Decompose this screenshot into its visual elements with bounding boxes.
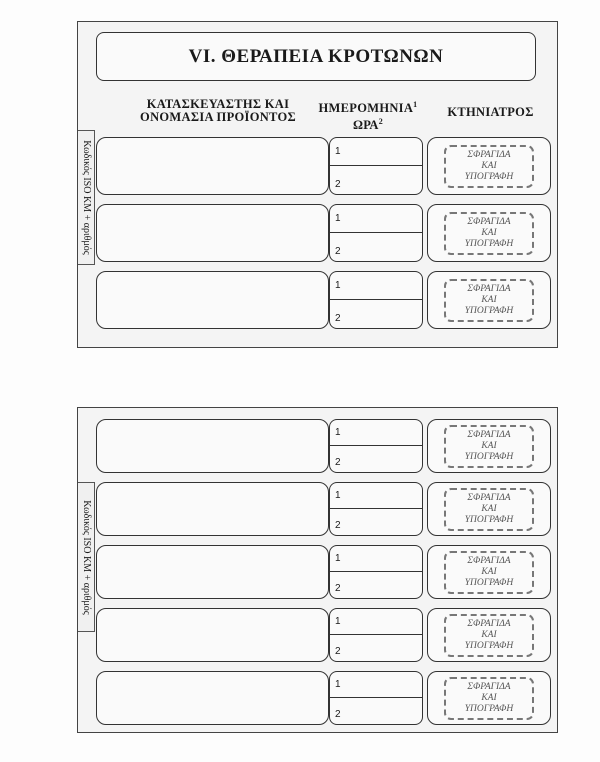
date-time-field[interactable]	[329, 204, 423, 262]
vet-stamp-field[interactable]	[427, 271, 551, 329]
product-field[interactable]	[96, 271, 329, 329]
header-date-time: ΗΜΕΡΟΜΗΝΙΑ$^1$ ΩΡΑ$^2$	[318, 100, 418, 133]
header-product: ΚΑΤΑΣΚΕΥΑΣΤΗΣ ΚΑΙ ΟΝΟΜΑΣΙΑ ΠΡΟΪΟΝΤΟΣ	[140, 97, 296, 124]
stamp-and-signature: ΣΦΡΑΓΙΔΑ ΚΑΙ ΥΠΟΓΡΑΦΗ	[444, 551, 534, 594]
stamp-and-signature: ΣΦΡΑΓΙΔΑ ΚΑΙ ΥΠΟΓΡΑΦΗ	[444, 488, 534, 531]
stamp-and-signature: ΣΦΡΑΓΙΔΑ ΚΑΙ ΥΠΟΓΡΑΦΗ	[444, 279, 534, 322]
date-slot-2[interactable]: 2	[335, 520, 341, 531]
vet-stamp-field[interactable]	[427, 671, 551, 725]
date-time-field[interactable]	[329, 482, 423, 536]
date-slot-2[interactable]: 2	[335, 583, 341, 594]
date-time-field[interactable]	[329, 545, 423, 599]
stamp-and-signature: ΣΦΡΑΓΙΔΑ ΚΑΙ ΥΠΟΓΡΑΦΗ	[444, 212, 534, 255]
date-slot-1[interactable]: 1	[330, 420, 422, 446]
treatment-row	[96, 545, 551, 599]
date-slot-1[interactable]: 1	[330, 138, 422, 166]
vet-stamp-field[interactable]	[427, 137, 551, 195]
date-time-field[interactable]	[329, 608, 423, 662]
product-field[interactable]	[96, 482, 329, 536]
date-slot-1[interactable]: 1	[330, 483, 422, 509]
date-time-field[interactable]	[329, 671, 423, 725]
product-field[interactable]	[96, 419, 329, 473]
section-title: VI. ΘΕΡΑΠΕΙΑ ΚΡΟΤΩΝΩΝ	[96, 32, 536, 81]
iso-code-label: Κωδικός ISO KM + αριθμός	[78, 482, 95, 632]
product-field[interactable]	[96, 545, 329, 599]
treatment-row	[96, 608, 551, 662]
treatment-panel-bottom	[77, 407, 558, 733]
vet-stamp-field[interactable]	[427, 204, 551, 262]
treatment-panel-top	[77, 21, 558, 348]
iso-code-label: Κωδικός ISO KM + αριθμός	[78, 130, 95, 265]
date-slot-1[interactable]: 1	[330, 272, 422, 300]
treatment-row	[96, 482, 551, 536]
date-slot-2[interactable]: 2	[335, 457, 341, 468]
date-slot-2[interactable]: 2	[335, 246, 341, 257]
treatment-row	[96, 419, 551, 473]
date-slot-1[interactable]: 1	[330, 205, 422, 233]
stamp-and-signature: ΣΦΡΑΓΙΔΑ ΚΑΙ ΥΠΟΓΡΑΦΗ	[444, 677, 534, 720]
treatment-row	[96, 137, 551, 195]
product-field[interactable]	[96, 204, 329, 262]
date-slot-2[interactable]: 2	[335, 709, 341, 720]
vet-stamp-field[interactable]	[427, 482, 551, 536]
date-slot-1[interactable]: 1	[330, 546, 422, 572]
date-slot-1[interactable]: 1	[330, 672, 422, 698]
date-time-field[interactable]	[329, 271, 423, 329]
product-field[interactable]	[96, 137, 329, 195]
stamp-and-signature: ΣΦΡΑΓΙΔΑ ΚΑΙ ΥΠΟΓΡΑΦΗ	[444, 145, 534, 188]
stamp-and-signature: ΣΦΡΑΓΙΔΑ ΚΑΙ ΥΠΟΓΡΑΦΗ	[444, 614, 534, 657]
product-field[interactable]	[96, 608, 329, 662]
date-slot-2[interactable]: 2	[335, 179, 341, 190]
treatment-row	[96, 671, 551, 725]
date-slot-2[interactable]: 2	[335, 646, 341, 657]
treatment-row	[96, 204, 551, 262]
date-slot-2[interactable]: 2	[335, 313, 341, 324]
vet-stamp-field[interactable]	[427, 545, 551, 599]
product-field[interactable]	[96, 671, 329, 725]
header-vet: ΚΤΗΝΙΑΤΡΟΣ	[447, 105, 534, 119]
date-time-field[interactable]	[329, 137, 423, 195]
treatment-row	[96, 271, 551, 329]
stamp-and-signature: ΣΦΡΑΓΙΔΑ ΚΑΙ ΥΠΟΓΡΑΦΗ	[444, 425, 534, 468]
vet-stamp-field[interactable]	[427, 419, 551, 473]
date-slot-1[interactable]: 1	[330, 609, 422, 635]
date-time-field[interactable]	[329, 419, 423, 473]
vet-stamp-field[interactable]	[427, 608, 551, 662]
